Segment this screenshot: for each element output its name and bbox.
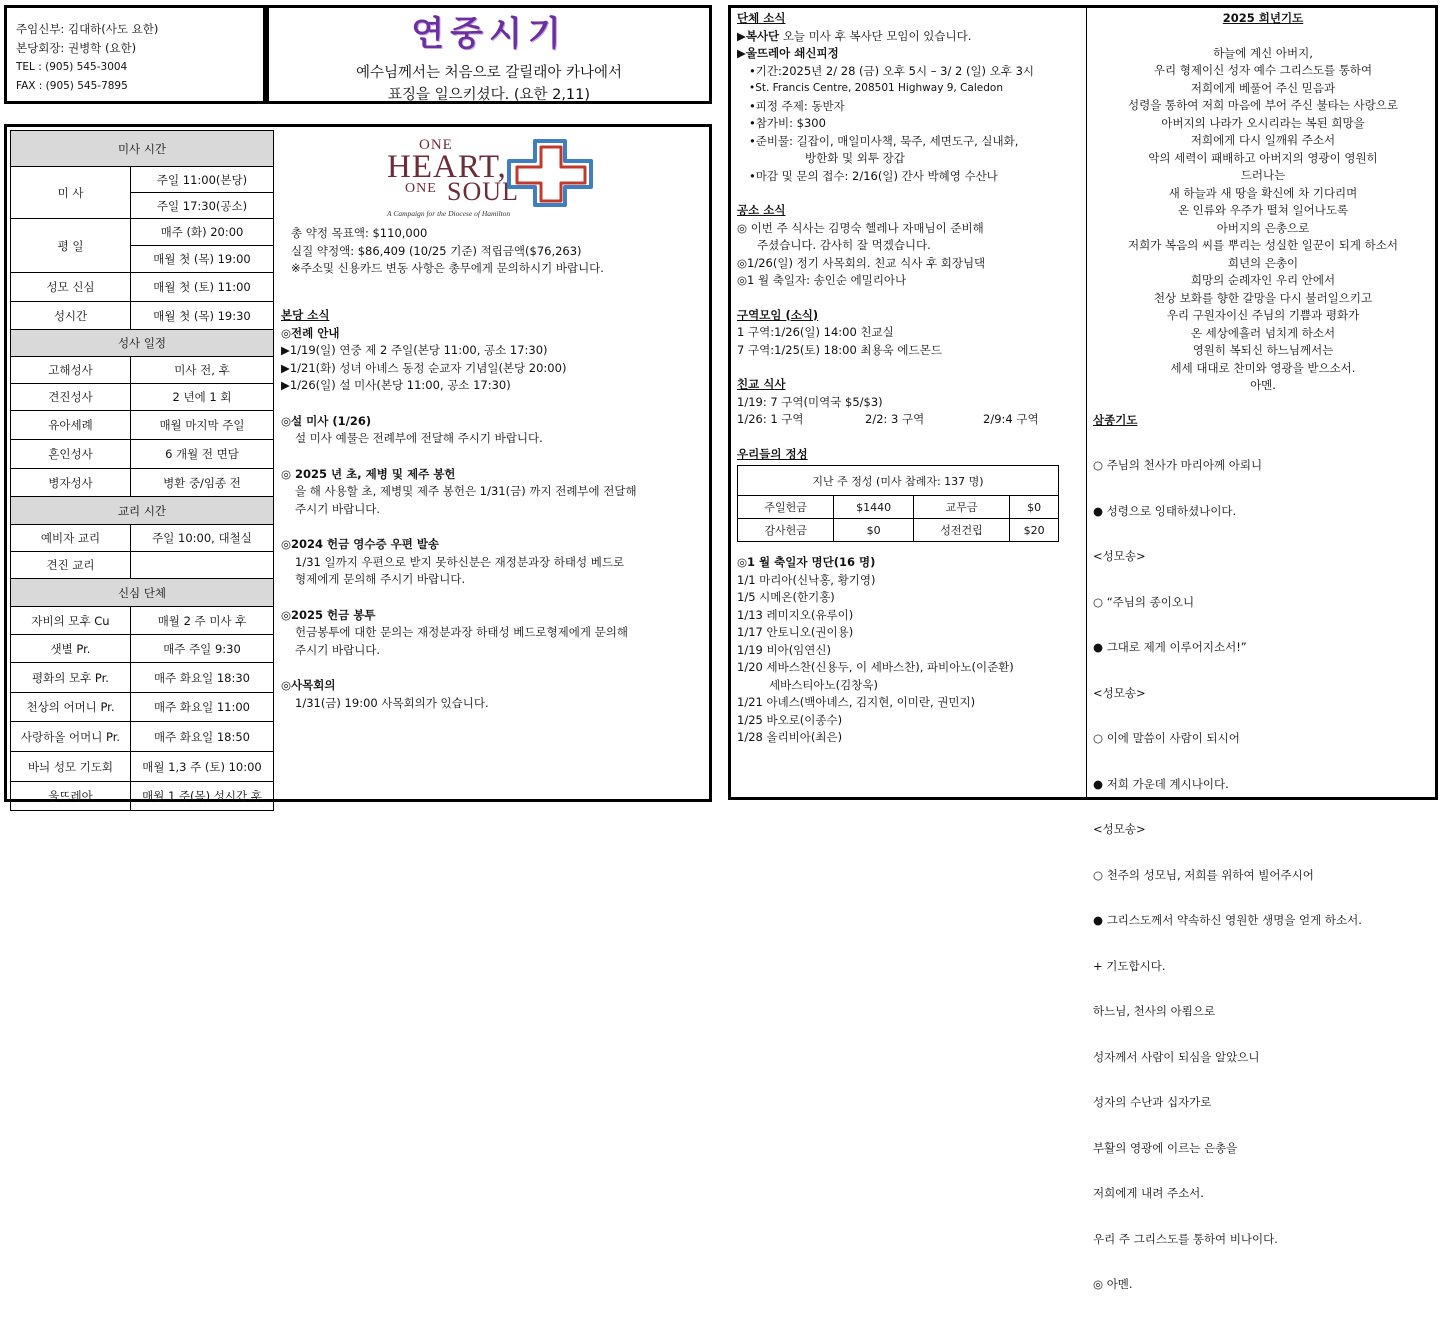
lunar-mass-title: ◎설 미사 (1/26) xyxy=(281,413,372,428)
confession-label: 고해성사 xyxy=(11,357,131,384)
weekday-1: 매주 (화) 20:00 xyxy=(131,219,274,246)
feastday-item: 1/19 비아(임연신) xyxy=(737,642,831,657)
offering-dues-value: $0 xyxy=(1010,496,1059,519)
council-title: ◎사목회의 xyxy=(281,678,336,692)
prayer-line: 드러나는 xyxy=(1240,168,1286,182)
offering-thanks-label: 감사헌금 xyxy=(738,519,834,542)
logo-tagline: A Campaign for the Diocese of Hamilton xyxy=(387,209,511,218)
group-4-label: 천상의 어머니 Pr. xyxy=(11,693,131,722)
pastor-info-box xyxy=(4,5,266,104)
altar-server-title: ▶복사단 xyxy=(737,28,780,43)
group-6-label: 바늬 성모 기도회 xyxy=(11,752,131,782)
envelope-text-1: 헌금봉투에 대한 문의는 재정분과장 하태성 베드로형제에게 문의해 xyxy=(295,625,628,639)
mission-news-title: 공소 소식 xyxy=(737,203,786,217)
parish-news-title: 본당 소식 xyxy=(281,308,330,322)
altar-server-text: 오늘 미사 후 복사단 모임이 있습니다. xyxy=(779,28,972,43)
verse-line-1: 예수님께서는 처음으로 갈릴래아 카나에서 xyxy=(356,65,622,81)
district-title: 구역모임 (소식) xyxy=(737,307,819,322)
prayer-column xyxy=(1093,10,1433,1322)
mission-news-1b: 주셨습니다. 감사히 잘 먹겠습니다. xyxy=(757,238,931,252)
groups-news-title: 단체 소식 xyxy=(737,11,786,25)
feastday-item: 1/13 레미지오(유루이) xyxy=(737,607,854,622)
column-divider xyxy=(1086,8,1087,797)
fellowship-2b: 2/2: 3 구역 xyxy=(865,412,925,426)
sick-label: 병자성사 xyxy=(11,469,131,497)
angelus-line: ◎ 아멘. xyxy=(1093,1277,1133,1291)
angelus-body xyxy=(1093,429,1433,1322)
lunar-mass-text: 설 미사 예물은 전례부에 전달해 주시기 바랍니다. xyxy=(295,431,543,445)
group-7-value: 매월 1 주(목) 성시간 후 xyxy=(131,782,274,811)
prayer-line: 세세 대대로 찬미와 영광을 받으소서. xyxy=(1170,360,1356,375)
liturgy-item-1: ▶1/19(일) 연중 제 2 주일(본당 11:00, 공소 17:30) xyxy=(281,343,548,357)
fellowship-1: 1/19: 7 구역(미역국 $5/$3) xyxy=(737,394,883,409)
fellowship-2c: 2/9:4 구역 xyxy=(983,412,1039,426)
weekday-2: 매월 첫 (목) 19:00 xyxy=(131,246,274,273)
fellowship-title: 친교 식사 xyxy=(737,377,786,391)
logo-one-bottom: ONE xyxy=(405,181,437,196)
doctrine-header: 교리 시간 xyxy=(11,497,274,525)
mass-label: 미 사 xyxy=(11,167,131,219)
angelus-title: 삼종기도 xyxy=(1093,412,1138,427)
news-column xyxy=(737,10,1082,747)
feastday-item: 1/17 안토니오(권이용) xyxy=(737,625,854,639)
envelope-title: ◎2025 헌금 봉투 xyxy=(281,607,376,622)
liturgy-title: ◎전례 안내 xyxy=(281,325,340,340)
tel-number: TEL : (905) 545-3004 xyxy=(16,61,128,73)
marriage-value: 6 개월 전 면담 xyxy=(131,440,274,469)
prayer-line: 새 하늘과 새 땅을 확신에 차 기다리며 xyxy=(1168,185,1358,200)
feastday-item: 1/25 바오로(이종수) xyxy=(737,712,843,727)
prayer-line: 하늘에 계신 아버지, xyxy=(1213,45,1313,60)
feastday-item-cont: 세바스티아노(김창욱) xyxy=(769,677,878,692)
liturgy-item-3: ▶1/26(일) 설 미사(본당 11:00, 공소 17:30) xyxy=(281,378,511,392)
mary-value: 매월 첫 (토) 11:00 xyxy=(131,273,274,302)
mary-label: 성모 신심 xyxy=(11,273,131,302)
angelus-line: ○ 이에 말씀이 사람이 되시어 xyxy=(1093,731,1240,745)
campaign-info xyxy=(291,225,604,278)
mass-sunday-1: 주일 11:00(본당) xyxy=(131,167,274,193)
offering-title: 우리들의 정성 xyxy=(737,446,808,461)
sick-value: 병환 중/임종 전 xyxy=(131,469,274,497)
angelus-line: ● 그대로 제게 이루어지소서!” xyxy=(1093,640,1247,654)
season-box xyxy=(266,5,712,104)
offering-header: 지난 주 정성 (미사 참례자: 137 명) xyxy=(738,466,1059,496)
group-1-value: 매월 2 주 미사 후 xyxy=(131,607,274,635)
weekday-label: 평 일 xyxy=(11,219,131,273)
baptism-value: 매월 마지막 주일 xyxy=(131,411,274,440)
group-1-label: 자비의 모후 Cu xyxy=(11,607,131,635)
angelus-line: + 기도합시다. xyxy=(1093,958,1166,973)
angelus-line: 우리 주 그리스도를 통하여 비나이다. xyxy=(1093,1231,1278,1246)
baptism-label: 유아세례 xyxy=(11,411,131,440)
jubilee-prayer-title: 2025 희년기도 xyxy=(1222,11,1304,25)
ultreya-supplies: •준비물: 길잡이, 매일미사책, 묵주, 세면도구, 실내화, xyxy=(749,133,1019,148)
angelus-line: 부활의 영광에 이르는 은총을 xyxy=(1093,1140,1238,1155)
district-1: 1 구역:1/26(일) 14:00 친교실 xyxy=(737,325,894,339)
mission-news-3: ◎1 월 축일자: 송인순 에밀리아나 xyxy=(737,273,907,287)
sacrament-header: 성사 일정 xyxy=(11,330,274,357)
offering-building-label: 성전건립 xyxy=(913,519,1009,542)
prayer-line: 성령을 통하여 저희 마음에 부어 주신 불타는 사랑으로 xyxy=(1128,98,1398,112)
mission-news-2: ◎1/26(일) 정기 사목회의. 친교 식사 후 회장님댁 xyxy=(737,255,986,270)
angelus-line: <성모송> xyxy=(1093,549,1146,563)
offering-sunday-label: 주일헌금 xyxy=(738,496,834,519)
group-2-value: 매주 주일 9:30 xyxy=(131,635,274,663)
prayer-line: 천상 보화를 향한 갈망을 다시 불러일으키고 xyxy=(1153,290,1373,305)
pastor-name: 주임신부: 김대하(사도 요한) xyxy=(16,22,159,36)
angelus-line: ● 성령으로 잉태하셨나이다. xyxy=(1093,503,1237,518)
prayer-line: 온 인류와 우주가 떨쳐 일어나도록 xyxy=(1177,203,1349,217)
prayer-line: 희망의 순례자인 우리 안에서 xyxy=(1190,273,1336,287)
jubilee-prayer-body xyxy=(1093,45,1433,395)
fellowship-2a: 1/26: 1 구역 xyxy=(737,412,804,426)
campaign-note: ※주소및 신용카드 변동 사항은 총무에게 문의하시기 바랍니다. xyxy=(291,261,604,275)
liturgy-item-2: ▶1/21(화) 성녀 아녜스 동정 순교자 기념일(본당 20:00) xyxy=(281,360,567,375)
fax-number: FAX : (905) 545-7895 xyxy=(16,80,128,92)
catechumen-label: 예비자 교리 xyxy=(11,525,131,552)
angelus-line: ● 그리스도께서 약속하신 영원한 생명을 얻게 하소서. xyxy=(1093,913,1362,927)
groups-header: 신심 단체 xyxy=(11,579,274,607)
candle-offering-text-1: 을 해 사용할 초, 제병및 제주 봉헌은 1/31(금) 까지 전례부에 전달해 xyxy=(295,484,637,498)
angelus-line: ○ 주님의 천사가 마리아께 아뢰니 xyxy=(1093,458,1263,472)
prayer-line: 우리 구원자이신 주님의 기쁨과 평화가 xyxy=(1166,308,1360,322)
feastdays-title: ◎1 월 축일자 명단(16 명) xyxy=(737,555,876,569)
mission-news-1a: ◎ 이번 주 식사는 김명숙 헬레나 자매님이 준비해 xyxy=(737,220,984,235)
feastday-item: 1/20 세바스찬(신용두, 이 세바스찬), 파비아노(이준환) xyxy=(737,660,1014,674)
envelope-text-2: 주시기 바랍니다. xyxy=(295,642,381,657)
confirm-class-value xyxy=(131,552,274,579)
angelus-line: <성모송> xyxy=(1093,685,1146,700)
angelus-line: 성자의 수난과 십자가로 xyxy=(1093,1095,1212,1109)
confession-value: 미사 전, 후 xyxy=(131,357,274,384)
group-7-label: 울뜨레아 xyxy=(11,782,131,811)
candle-offering-text-2: 주시기 바랍니다. xyxy=(295,501,381,516)
ultreya-fee: •참가비: $300 xyxy=(749,116,826,130)
receipt-text-1: 1/31 일까지 우편으로 받지 못하신분은 재정분과장 하태성 베드로 xyxy=(295,554,625,569)
group-3-label: 평화의 모후 Pr. xyxy=(11,663,131,693)
angelus-line: ○ “주님의 종이오니 xyxy=(1093,594,1195,609)
feastday-item: 1/1 마리아(신낙홍, 황기영) xyxy=(737,572,876,587)
gospel-verse xyxy=(269,62,709,106)
offering-table xyxy=(737,465,1059,542)
feastday-item: 1/21 아녜스(백아녜스, 김지현, 이미란, 권민지) xyxy=(737,695,976,709)
candle-offering-title: ◎ 2025 년 초, 제병 및 제주 봉헌 xyxy=(281,466,456,481)
ultreya-supplies-cont: 방한화 및 외투 장갑 xyxy=(805,151,905,165)
feastday-item: 1/28 올리비아(최은) xyxy=(737,730,843,744)
prayer-line: 저희에게 다시 일깨워 주소서 xyxy=(1190,133,1336,147)
mass-time-header: 미사 시간 xyxy=(11,131,274,167)
campaign-goal: 총 약정 목표액: $110,000 xyxy=(291,226,428,240)
prayer-line: 희년의 은총이 xyxy=(1227,255,1299,270)
angelus-line: <성모송> xyxy=(1093,822,1146,836)
group-6-value: 매월 1,3 주 (토) 10:00 xyxy=(131,752,274,782)
offering-building-value: $20 xyxy=(1010,519,1059,542)
marriage-label: 혼인성사 xyxy=(11,440,131,469)
season-title: 연중시기 xyxy=(411,14,567,54)
offering-sunday-value: $1440 xyxy=(834,496,914,519)
campaign-pledged: 실질 약정액: $86,409 (10/25 기준) 적립금액($76,263) xyxy=(291,243,582,258)
ultreya-title: ▶울뜨레아 쇄신피정 xyxy=(737,46,839,60)
group-5-label: 사랑하올 어머니 Pr. xyxy=(11,722,131,752)
prayer-line: 저희가 복음의 씨를 뿌리는 성실한 일꾼이 되게 하소서 xyxy=(1128,238,1398,252)
prayer-line: 악의 세력이 패배하고 아버지의 영광이 영원히 xyxy=(1148,150,1378,165)
group-2-label: 샛별 Pr. xyxy=(11,635,131,663)
angelus-line: 하느님, 천사의 아룀으로 xyxy=(1093,1004,1216,1018)
prayer-line: 우리 형제이신 성자 예수 그리스도를 통하여 xyxy=(1153,63,1373,77)
offering-thanks-value: $0 xyxy=(834,519,914,542)
receipt-title: ◎2024 헌금 영수증 우편 발송 xyxy=(281,537,440,551)
prayer-line: 영원히 복되신 하느님께서는 xyxy=(1192,343,1334,357)
ultreya-deadline: •마감 및 문의 접수: 2/16(일) 간사 박혜영 수산나 xyxy=(749,168,998,183)
catechumen-value: 주일 10:00, 대철실 xyxy=(131,525,274,552)
offering-dues-label: 교무금 xyxy=(913,496,1009,519)
cross-logo-icon xyxy=(505,137,597,209)
parish-news-column xyxy=(277,127,709,797)
angelus-line: 저희에게 내려 주소서. xyxy=(1093,1186,1204,1200)
fellowship-row-2 xyxy=(737,411,1082,429)
angelus-line: ● 저희 가운데 계시나이다. xyxy=(1093,776,1229,791)
verse-line-2: 표징을 일으키셨다. (요한 2,11) xyxy=(387,87,591,103)
holyhour-label: 성시간 xyxy=(11,302,131,330)
receipt-text-2: 형제에게 문의해 주시기 바랍니다. xyxy=(295,572,466,586)
ultreya-theme: •피정 주제: 동반자 xyxy=(749,98,845,113)
prayer-line: 온 세상에흘러 넘치게 하소서 xyxy=(1190,325,1336,340)
group-4-value: 매주 화요일 11:00 xyxy=(131,693,274,722)
mass-sunday-2: 주일 17:30(공소) xyxy=(131,193,274,219)
district-7: 7 구역:1/25(토) 18:00 최용욱 에드몬드 xyxy=(737,342,942,357)
confirmation-label: 견진성사 xyxy=(11,384,131,411)
angelus-line: 성자께서 사람이 되심을 알았으니 xyxy=(1093,1049,1260,1064)
parish-news xyxy=(281,307,706,712)
logo-heart: HEART, xyxy=(387,149,507,185)
prayer-line: 아버지의 나라가 오시리라는 복된 희망을 xyxy=(1161,115,1365,130)
one-heart-one-soul-logo xyxy=(387,135,607,218)
ultreya-period: •기간:2025년 2/ 28 (금) 오후 5시 – 3/ 2 (일) 오후 3시 xyxy=(749,63,1034,78)
group-3-value: 매주 화요일 18:30 xyxy=(131,663,274,693)
council-text: 1/31(금) 19:00 사목회의가 있습니다. xyxy=(295,695,489,710)
confirm-class-label: 견진 교리 xyxy=(11,552,131,579)
ultreya-location: •St. Francis Centre, 208501 Highway 9, Caledon xyxy=(749,82,1003,94)
prayer-line: 아버지의 은총으로 xyxy=(1216,220,1310,235)
angelus-line: ○ 천주의 성모님, 저희를 위하여 빌어주시어 xyxy=(1093,867,1314,882)
prayer-line: 아멘. xyxy=(1250,378,1276,392)
schedule-table xyxy=(10,130,274,811)
prayer-line: 저희에게 베풀어 주신 믿음과 xyxy=(1190,80,1336,95)
logo-soul: SOUL xyxy=(447,177,519,206)
logo-one-top: ONE xyxy=(419,137,453,153)
confirmation-value: 2 년에 1 회 xyxy=(131,384,274,411)
feastday-item: 1/5 시메온(한기홍) xyxy=(737,590,835,604)
right-main-panel xyxy=(728,5,1438,1291)
parish-chair: 본당회장: 권병학 (요한) xyxy=(16,41,137,55)
holyhour-value: 매월 첫 (목) 19:30 xyxy=(131,302,274,330)
group-5-value: 매주 화요일 18:50 xyxy=(131,722,274,752)
left-main-panel xyxy=(4,124,712,802)
